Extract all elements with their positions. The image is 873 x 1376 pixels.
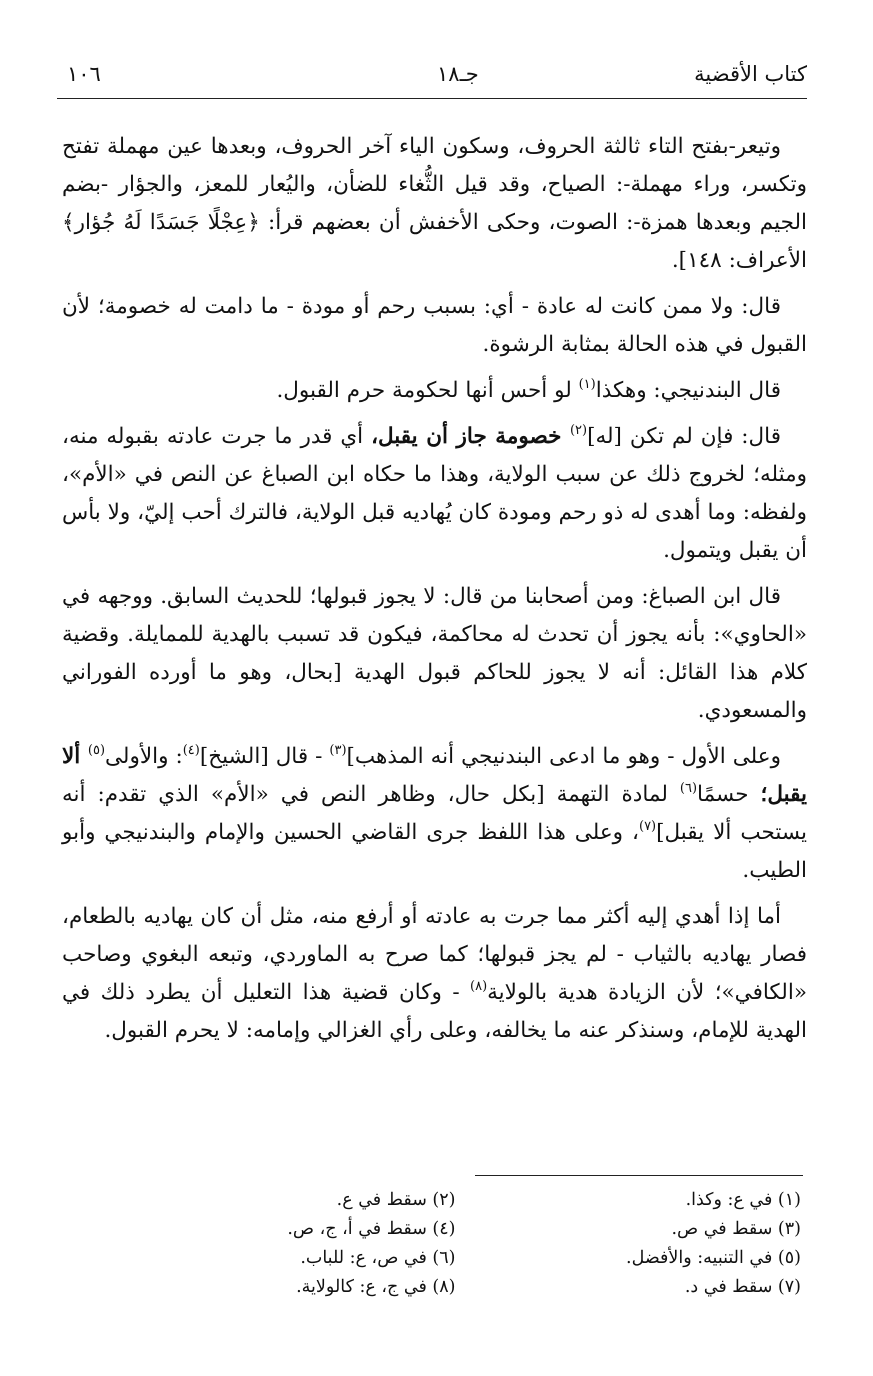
footnote-3: (٣) سقط في ص. — [671, 1219, 801, 1239]
text-run: - قال [الشيخ] — [199, 744, 330, 769]
running-header — [57, 58, 807, 99]
page-number: ١٠٦ — [67, 62, 101, 86]
paragraph-6 — [62, 738, 807, 890]
paragraph-1: وتيعر-بفتح التاء ثالثة الحروف، وسكون الياء آخر الحروف، وبعدها عين مهملة تفتح وتكسر، وراء مهملة-: الصياح، وقد قيل الثُّغاء للضأن، واليُعار للمعز، والجؤار -بضم الجيم وبعدها همزة-: الصوت، وحكى الأخفش أن بعضهم قرأ: ﴿عِجْلًا جَسَدًا لَهُ جُؤار﴾ الأعراف: ١٤٨]. — [62, 134, 807, 273]
text-run: لو أحس أنها لحكومة حرم القبول. — [276, 378, 579, 403]
text-run: - وكان قضية هذا التعليل أن يطرد ذلك في الهدية للإمام، وسنذكر عنه ما يخالفه، وعلى رأي الغزالي وإمامه: لا يحرم القبول. — [62, 980, 807, 1043]
main-text — [62, 128, 807, 1058]
footnotes-right-column — [496, 1186, 802, 1302]
matn-bold-text: خصومة جاز أن يقبل، — [371, 424, 570, 449]
paragraph-7 — [62, 898, 807, 1050]
footnotes — [150, 1186, 801, 1302]
footnote-8: (٨) في ج، ع: كالولاية. — [296, 1277, 456, 1297]
footnotes-left-column — [150, 1186, 456, 1302]
text-run: أي قدر ما جرت عادته بقبوله منه، ومثله؛ لخروج ذلك عن سبب الولاية، وهذا ما حكاه ابن الصباغ عن النص في «الأم»، ولفظه: وما أهدى له ذو رحم ومودة كان يُهاديه قبل الولاية، فالترك أحب إليّ، ولا بأس أن يقبل ويتمول. — [62, 424, 807, 563]
footnote-ref: (٨) — [470, 979, 488, 994]
text-run: : والأولى — [105, 744, 183, 769]
paragraph-2: قال: ولا ممن كانت له عادة - أي: بسبب رحم أو مودة - ما دامت له خصومة؛ لأن القبول في هذه الحالة بمثابة الرشوة. — [62, 294, 807, 357]
footnote-6: (٦) في ص، ع: للباب. — [300, 1248, 456, 1268]
paragraph-3 — [62, 372, 807, 410]
matn-bold-text: ألا يقبل؛ — [62, 744, 807, 807]
footnote-ref: (١) — [578, 377, 596, 392]
footnote-5: (٥) في التنبيه: والأفضل. — [626, 1248, 801, 1268]
footnote-4: (٤) سقط في أ، ج، ص. — [287, 1219, 456, 1239]
footnote-ref: (٦) — [679, 781, 698, 796]
text-run: قال البندنيجي: وهكذا — [595, 378, 781, 403]
text-run: ، وعلى هذا اللفظ جرى القاضي الحسين والإمام والبندنيجي وأبو الطيب. — [62, 820, 807, 883]
footnote-ref: (٤) — [182, 743, 200, 758]
paragraph-5: قال ابن الصباغ: ومن أصحابنا من قال: لا يجوز قبولها؛ للحديث السابق. ووجهه في «الحاوي»: بأنه يجوز أن تحدث له محاكمة، فيكون قد تسبب بالهدية للممايلة. وقضية كلام هذا القائل: أنه لا يجوز للحاكم قبول الهدية [بحال، وهو ما أورده الفوراني والمسعودي. — [62, 584, 807, 723]
text-run: وعلى الأول - وهو ما ادعى البندنيجي أنه المذهب] — [346, 744, 781, 769]
book-title: كتاب الأقضية — [694, 62, 807, 86]
volume-label: جـ١٨ — [437, 62, 479, 86]
footnote-ref: (٧) — [638, 819, 657, 834]
text-run: حسمًا — [697, 782, 761, 807]
paragraph-4 — [62, 418, 807, 570]
footnote-separator — [475, 1175, 803, 1176]
footnote-ref: (٢) — [569, 423, 588, 438]
footnote-1: (١) في ع: وكذا. — [685, 1190, 801, 1210]
text-run: لمادة التهمة [بكل حال، وظاهر النص في «الأم» الذي تقدم: أنه يستحب ألا يقبل] — [62, 782, 807, 845]
footnote-ref: (٣) — [329, 743, 347, 758]
footnote-ref: (٥) — [87, 743, 106, 758]
text-run: أما إذا أهدي إليه أكثر مما جرت به عادته أو أرفع منه، مثل أن كان يهاديه بالطعام، فصار يهاديه بالثياب - لم يجز قبولها؛ كما صرح به الماوردي، وتبعه البغوي وصاحب «الكافي»؛ لأن الزيادة هدية بالولاية — [62, 904, 807, 1005]
footnote-7: (٧) سقط في د. — [684, 1277, 801, 1297]
text-run: قال: فإن لم تكن [له] — [587, 424, 781, 449]
footnote-2: (٢) سقط في ع. — [336, 1190, 456, 1210]
